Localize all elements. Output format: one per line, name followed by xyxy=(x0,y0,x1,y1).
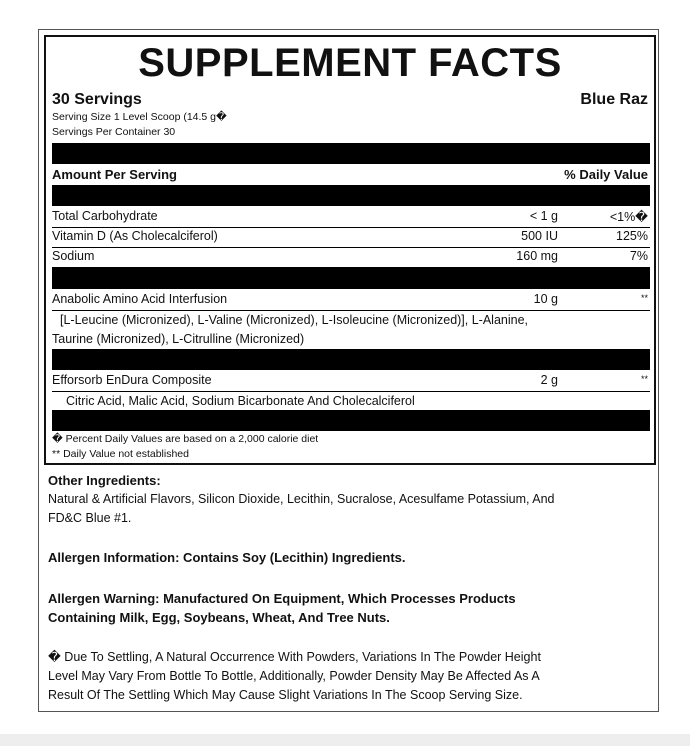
other-ingredients-heading: Other Ingredients: xyxy=(48,473,161,488)
panel-title: SUPPLEMENT FACTS xyxy=(138,41,562,85)
page-bottom-strip xyxy=(0,734,690,746)
settling-note: Result Of The Settling Which May Cause Slight Variations In The Scoop Serving Size. xyxy=(48,688,523,702)
nutrient-daily-value: 125% xyxy=(616,229,648,243)
thick-bar xyxy=(52,143,650,164)
servings-per-container: Servings Per Container 30 xyxy=(52,126,176,138)
allergen-information: Allergen Information: Contains Soy (Lecithin) Ingredients. xyxy=(48,550,406,565)
nutrient-daily-value: 7% xyxy=(629,249,648,263)
blend-name: Efforsorb EnDura Composite xyxy=(52,373,212,387)
settling-note: � Due To Settling, A Natural Occurrence With Powders, Variations In The Powder Height xyxy=(48,650,541,664)
thick-bar xyxy=(52,410,650,431)
nutrient-amount: 160 mg xyxy=(516,249,558,263)
flavor-name: Blue Raz xyxy=(580,91,648,108)
blend-row xyxy=(52,290,650,310)
other-ingredients-text: Natural & Artificial Flavors, Silicon Dioxide, Lecithin, Sucralose, Acesulfame Potassium, And xyxy=(48,492,555,506)
nutrient-row xyxy=(52,247,650,267)
servings-heading: 30 Servings xyxy=(52,91,142,108)
blend-row xyxy=(52,371,650,391)
thick-bar xyxy=(52,185,650,206)
nutrient-name: Vitamin D (As Cholecalciferol) xyxy=(52,229,218,243)
thick-bar xyxy=(52,349,650,370)
blend-contents: Citric Acid, Malic Acid, Sodium Bicarbonate And Cholecalciferol xyxy=(66,394,415,408)
allergen-warning: Allergen Warning: Manufactured On Equipment, Which Processes Products xyxy=(48,591,516,606)
serving-size: Serving Size 1 Level Scoop (14.5 g� xyxy=(52,111,227,123)
nutrient-name: Sodium xyxy=(52,249,95,263)
nutrient-row xyxy=(52,207,650,227)
nutrient-name: Total Carbohydrate xyxy=(52,209,158,223)
nutrient-daily-value: <1%� xyxy=(609,210,648,224)
allergen-warning: Containing Milk, Egg, Soybeans, Wheat, And Tree Nuts. xyxy=(48,610,390,625)
blend-contents-line: [L-Leucine (Micronized), L-Valine (Micronized), L-Isoleucine (Micronized)], L-Alanine, xyxy=(60,313,529,327)
blend-contents-line: Taurine (Micronized), L-Citrulline (Micronized) xyxy=(52,332,305,346)
nutrient-amount: 500 IU xyxy=(521,229,558,243)
thick-bar xyxy=(52,267,650,289)
daily-value-header: % Daily Value xyxy=(564,167,648,182)
other-ingredients-text: FD&C Blue #1. xyxy=(48,511,132,525)
nutrient-row xyxy=(52,227,650,247)
nutrient-amount: < 1 g xyxy=(529,209,558,223)
footnote-daily-values: � Percent Daily Values are based on a 2,000 calorie diet xyxy=(52,433,319,445)
settling-note: Level May Vary From Bottle To Bottle, Additionally, Powder Density May Be Affected As A xyxy=(48,669,540,683)
blend-daily-value: ** xyxy=(640,374,648,384)
blend-name: Anabolic Amino Acid Interfusion xyxy=(52,292,228,306)
supplement-facts-panel xyxy=(44,35,656,465)
blend-amount: 10 g xyxy=(533,292,558,306)
blend-amount: 2 g xyxy=(540,373,558,387)
footnote-not-established: ** Daily Value not established xyxy=(52,448,189,460)
blend-daily-value: ** xyxy=(640,293,648,303)
amount-per-serving-header: Amount Per Serving xyxy=(52,167,177,182)
